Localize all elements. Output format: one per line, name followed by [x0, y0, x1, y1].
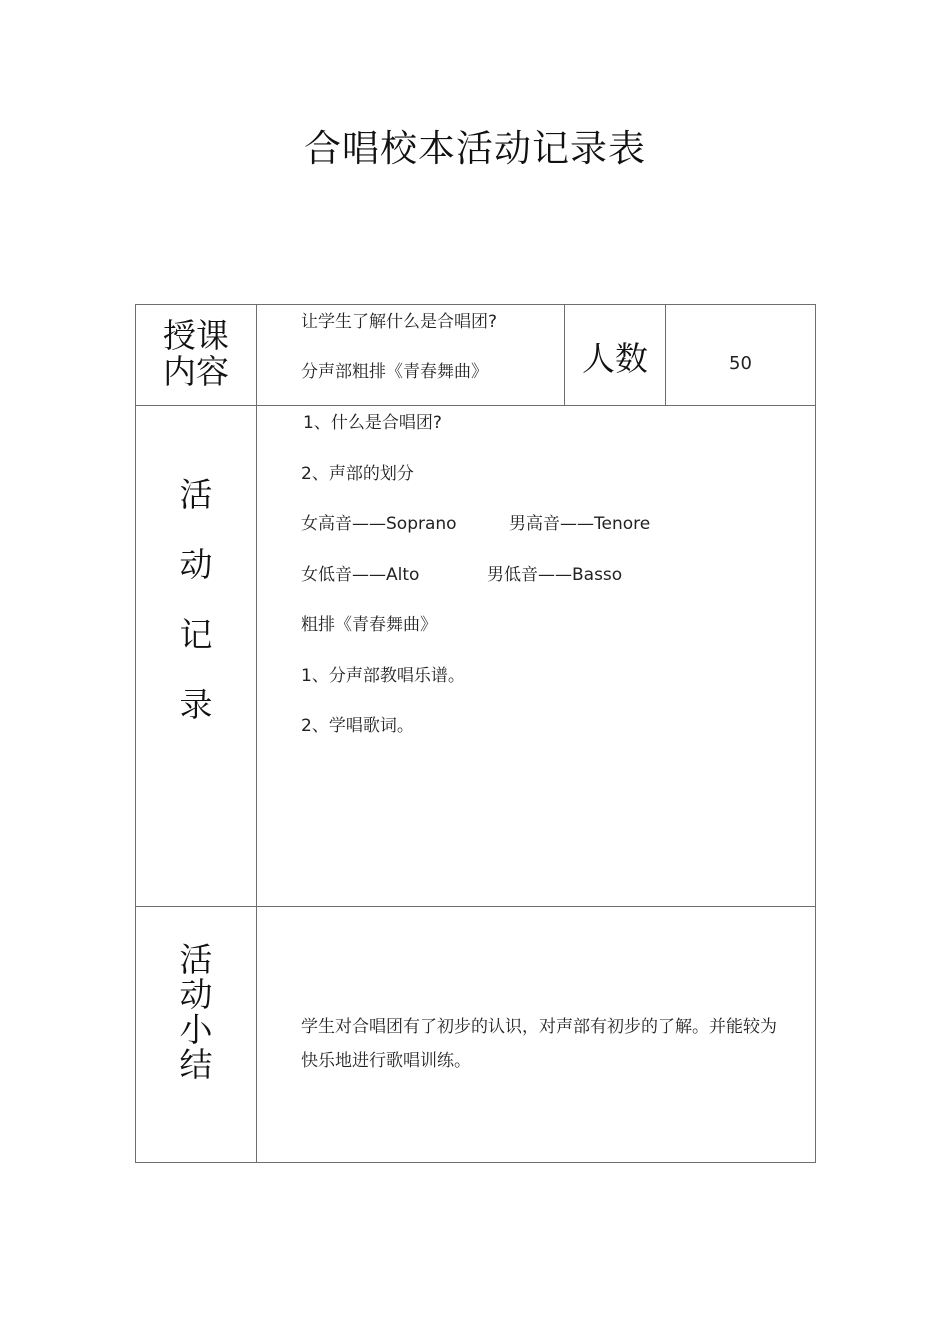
teaching-content-label-line1: 授课 — [163, 316, 229, 355]
summary-line2: 快乐地进行歌唱训练。 — [301, 1051, 471, 1071]
activity-summary-label-char2: 动 — [179, 975, 213, 1014]
teaching-content-label — [136, 318, 256, 390]
teaching-content-line1: 让学生了解什么是合唱团? — [301, 312, 498, 332]
record-line-soprano: 女高音——Soprano — [301, 514, 457, 534]
record-line-rehearsal: 粗排《青春舞曲》 — [301, 615, 437, 635]
table-border-bottom — [135, 1162, 816, 1163]
table-divider-label — [256, 304, 257, 1163]
activity-summary-label-char4: 结 — [179, 1045, 213, 1084]
record-line-basso: 男低音——Basso — [487, 565, 623, 585]
activity-summary-label — [136, 942, 256, 1082]
activity-record-label-char1: 活 — [179, 475, 213, 514]
record-line-tenore: 男高音——Tenore — [509, 514, 651, 534]
table-divider-2 — [135, 906, 816, 907]
table-divider-1 — [135, 405, 816, 406]
activity-summary-label-char3: 小 — [179, 1010, 213, 1049]
activity-record-label-char4: 录 — [179, 685, 213, 724]
activity-summary-label-char1: 活 — [179, 940, 213, 979]
page-title: 合唱校本活动记录表 — [304, 127, 646, 170]
table-border-top — [135, 304, 816, 305]
record-line-teach-score: 1、分声部教唱乐谱。 — [301, 666, 465, 686]
teaching-content-line2: 分声部粗排《青春舞曲》 — [301, 362, 488, 382]
summary-line1: 学生对合唱团有了初步的认识，对声部有初步的了解。并能较为 — [301, 1017, 777, 1037]
record-line-alto: 女低音——Alto — [301, 565, 420, 585]
record-line-voice-parts: 2、声部的划分 — [301, 464, 414, 484]
teaching-content-label-line2: 内容 — [163, 352, 229, 391]
activity-record-label — [136, 460, 256, 740]
student-count-label: 人数 — [582, 339, 648, 378]
table-border-right — [815, 304, 816, 1163]
activity-record-label-char3: 记 — [179, 615, 213, 654]
record-line-what-is-choir: 1、什么是合唱团? — [303, 413, 442, 433]
record-line-learn-lyrics: 2、学唱歌词。 — [301, 716, 414, 736]
activity-record-label-char2: 动 — [179, 545, 213, 584]
student-count-value: 50 — [729, 353, 752, 374]
